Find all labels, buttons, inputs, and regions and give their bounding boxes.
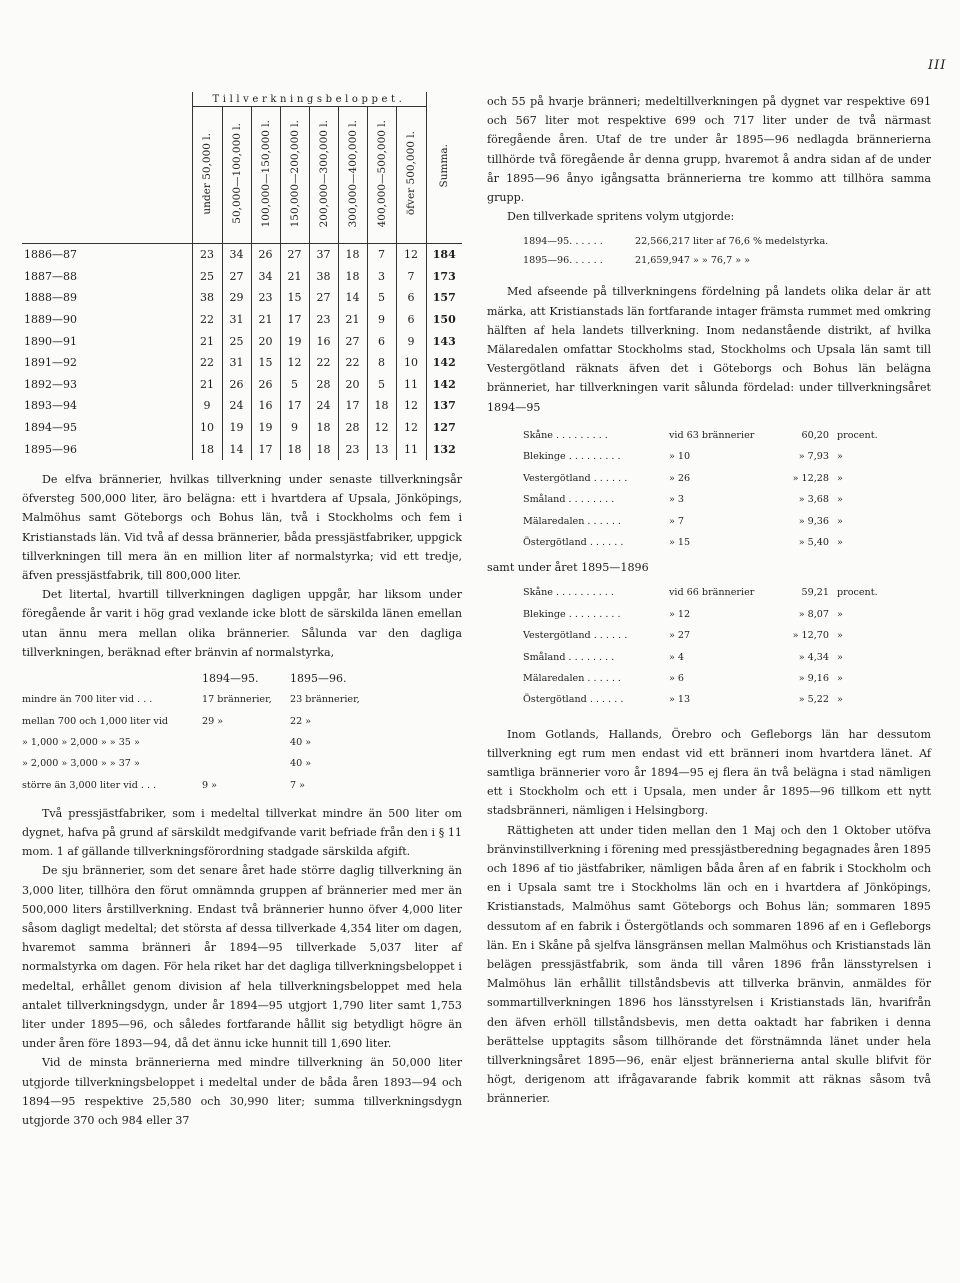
value-cell: 26 (222, 374, 251, 396)
daily-cell: 40 » (290, 758, 312, 770)
district-row (523, 446, 897, 467)
district-cell: » (837, 536, 843, 548)
daily-cell: 23 brännerier, (290, 694, 360, 706)
volume-line (523, 251, 931, 270)
table-row (22, 244, 462, 266)
paragraph: Vid de minsta brännerierna med mindre tillverkning än 50,000 liter utgjorde tillverkningsbeloppet i medeltal under de båda åren 1893—94 och 1894—95 respektive 25,580 och 30,990 liter; summa tillverkningsdygn utgjorde 370 och 984 eller 37 (22, 1056, 462, 1127)
paragraph: Inom Gotlands, Hallands, Örebro och Gefleborgs län har dessutom tillverkning egt rum men endast vid ett bränneri inom hvartdera länet. Af samtliga brännerier voro år 1894—95 ej flera än två belägna i stad nämligen ett i Stockholm och ett i Upsala, men under år 1895—96 tillkom ett nytt stadsbränneri, nämligen i Helsingborg. (487, 727, 931, 818)
sum-cell: 132 (426, 438, 462, 460)
district-row (523, 582, 897, 603)
value-cell: 21 (280, 266, 309, 288)
value-cell: 5 (280, 374, 309, 396)
district-row (523, 604, 897, 625)
district-cell: » (837, 672, 843, 684)
district-cell: » (837, 515, 843, 527)
table-row (22, 438, 462, 460)
district-cell: » 12,70 (792, 630, 829, 642)
district-cell: » 12 (669, 608, 691, 620)
value-cell: 27 (338, 330, 367, 352)
value-cell: 31 (222, 309, 251, 331)
district-cell: » 5,40 (798, 536, 829, 548)
value-cell: 29 (222, 287, 251, 309)
column-header: 300,000—400,000 l. (338, 107, 367, 244)
year-cell: 1891—92 (24, 356, 77, 370)
value-cell: 38 (309, 266, 338, 288)
value-cell: 12 (280, 352, 309, 374)
daily-row (22, 753, 364, 774)
sum-cell: 137 (426, 395, 462, 417)
district-cell: 59,21 (801, 587, 829, 599)
district-cell: Mälaredalen . . . . . . (523, 515, 621, 527)
district-row (523, 646, 897, 667)
group-header: Tillverkningsbeloppet. (192, 92, 426, 107)
table-row (22, 266, 462, 288)
value-cell: 21 (192, 374, 222, 396)
value-cell: 12 (396, 395, 426, 417)
value-cell: 20 (251, 330, 280, 352)
district-cell: » (837, 472, 843, 484)
year-cell: 1894—95 (24, 421, 77, 435)
district-row (523, 668, 897, 689)
value-cell: 23 (192, 244, 222, 266)
value-cell: 19 (251, 417, 280, 439)
district-row (523, 689, 897, 710)
value-cell: 21 (338, 309, 367, 331)
value-cell: 7 (367, 244, 396, 266)
district-cell: » 3,68 (798, 494, 829, 506)
value-cell: 6 (367, 330, 396, 352)
sum-cell: 184 (426, 244, 462, 266)
value-cell: 15 (251, 352, 280, 374)
value-cell: 27 (222, 266, 251, 288)
value-cell: 15 (280, 287, 309, 309)
daily-cell (202, 732, 290, 753)
value-cell: 17 (280, 309, 309, 331)
value-cell: 25 (192, 266, 222, 288)
district-cell: » 9,36 (798, 515, 829, 527)
district-row (523, 425, 897, 446)
year-cell: 1890—91 (24, 334, 77, 348)
district-row (523, 468, 897, 489)
value-cell: 21 (192, 330, 222, 352)
daily-row (22, 774, 364, 795)
value-cell: 9 (280, 417, 309, 439)
value-cell: 22 (338, 352, 367, 374)
district-cell: Skåne . . . . . . . . . (523, 430, 608, 442)
value-cell: 18 (309, 438, 338, 460)
column-header: 150,000—200,000 l. (280, 107, 309, 244)
value-cell: 7 (396, 266, 426, 288)
sum-cell: 173 (426, 266, 462, 288)
value-cell: 19 (280, 330, 309, 352)
district-cell: » (837, 608, 843, 620)
daily-cell: 9 » (202, 779, 218, 791)
district-cell: » (837, 451, 843, 463)
value-cell: 28 (309, 374, 338, 396)
paragraph: Med afseende på tillverkningens fördelning på landets olika delar är att märka, att Kristianstads län fortfarande intager främsta rummet med omkring hälften af hela landets tillverkning. Inom nedanstående distrikt, af hvilka Mälaredalen omfattar Stockholms stad, Stockholms och Upsala län samt till Vestergötland räknats äfven det i Göteborgs och Bohus län belägna bränneriet, har tillverkningen varit sålunda fördelad: under tillverkningsåret 1894—95 (487, 285, 931, 414)
sum-cell: 142 (426, 352, 462, 374)
daily-row (22, 711, 364, 732)
value-cell: 8 (367, 352, 396, 374)
value-cell: 34 (222, 244, 251, 266)
value-cell: 23 (338, 438, 367, 460)
table-row (22, 330, 462, 352)
year-cell: 1895—96 (24, 442, 77, 456)
sum-cell: 142 (426, 374, 462, 396)
paragraph: De sju brännerier, som det senare året hade större daglig tillverkning än 3,000 liter, tillhöra den förut omnämnda gruppen af brännerier med mer än 500,000 liters årstillverkning. Endast två brännerier hunno öfver 4,000 liter såsom dagligt medeltal; det största af dessa tillverkade 4,354 liter om dagen, hvaremot samma bränneri år 1894—95 tillverkade 5,037 liter af normalstyrka om dagen. För hela riket har det dagliga tillverkningsbeloppet i medeltal, erhållet genom division af hela tillverkningsbeloppet med hela antalet tillverkningsdygn, under år 1894—95 utgjort 1,790 liter samt 1,753 liter under 1895—96, och således fortfarande hållit sig betydligt högre än under åren före 1893—94, då det ännu icke hunnit till 1,690 liter. (22, 864, 462, 1051)
value-cell: 5 (367, 374, 396, 396)
value-cell: 9 (396, 330, 426, 352)
year-cell: 1893—94 (24, 399, 77, 413)
value-cell: 23 (251, 287, 280, 309)
paragraph: Den tillverkade spritens volym utgjorde: (507, 210, 735, 224)
daily-table (22, 668, 364, 796)
sum-cell: 143 (426, 330, 462, 352)
column-header: öfver 500,000 l. (396, 107, 426, 244)
district-cell: » (837, 651, 843, 663)
sum-cell: 150 (426, 309, 462, 331)
section-label: samt under året 1895—1896 (487, 561, 649, 575)
daily-cell: mellan 700 och 1,000 liter vid (22, 715, 169, 727)
table-row (22, 417, 462, 439)
year-cell: 1888—89 (24, 291, 77, 305)
daily-cell: 17 brännerier, (202, 694, 272, 706)
district-cell: » (837, 494, 843, 506)
value-cell: 18 (338, 244, 367, 266)
value-cell: 21 (251, 309, 280, 331)
district-cell: Östergötland . . . . . . (523, 694, 624, 706)
value-cell: 9 (192, 395, 222, 417)
district-row (523, 532, 897, 553)
volume-year: 1895—96. . . . . . (523, 255, 603, 267)
value-cell: 16 (309, 330, 338, 352)
value-cell: 11 (396, 374, 426, 396)
value-cell: 10 (396, 352, 426, 374)
paragraph: Det litertal, hvartill tillverkningen dagligen uppgår, har liksom under föregående år varit i hög grad vexlande icke blott de särskilda länen emellan utan ännu mera mellan olika brännerier. Sålunda var den dagliga tillverkningen, beräknad efter bränvin af normalstyrka, (22, 588, 462, 659)
paragraph: Två pressjästfabriker, som i medeltal tillverkat mindre än 500 liter om dygnet, hafva på grund af särskildt medgifvande varit befriade från den i § 11 mom. 1 af gällande tillverkningsförordning stadgade särskilda afgift. (22, 806, 462, 859)
daily-cell: 29 » (202, 715, 224, 727)
value-cell: 12 (367, 417, 396, 439)
year-cell: 1887—88 (24, 269, 77, 283)
value-cell: 17 (338, 395, 367, 417)
value-cell: 13 (367, 438, 396, 460)
district-cell: Östergötland . . . . . . (523, 536, 624, 548)
value-cell: 25 (222, 330, 251, 352)
value-cell: 6 (396, 287, 426, 309)
district-cell: vid 66 brännerier (669, 587, 755, 599)
district-cell: Blekinge . . . . . . . . . (523, 608, 621, 620)
daily-cell: 7 » (290, 779, 306, 791)
district-cell: Vestergötland . . . . . . (523, 630, 628, 642)
value-cell: 27 (309, 287, 338, 309)
distribution-table-1894-95 (523, 425, 897, 553)
column-header: under 50,000 l. (192, 107, 222, 244)
value-cell: 31 (222, 352, 251, 374)
table-row (22, 395, 462, 417)
column-header: 100,000—150,000 l. (251, 107, 280, 244)
value-cell: 38 (192, 287, 222, 309)
daily-cell: större än 3,000 liter vid . . . (22, 779, 157, 791)
column-header: 400,000—500,000 l. (367, 107, 396, 244)
table-row (22, 352, 462, 374)
column-header: 200,000—300,000 l. (309, 107, 338, 244)
district-cell: » 7,93 (798, 451, 829, 463)
value-cell: 22 (192, 352, 222, 374)
table-row (22, 309, 462, 331)
daily-header: 1895—96. (290, 672, 347, 686)
district-cell: 60,20 (801, 430, 829, 442)
volume-value: 22,566,217 liter af 76,6 % medelstyrka. (635, 236, 829, 248)
daily-row (22, 732, 364, 753)
table-row (22, 374, 462, 396)
district-cell: » 13 (669, 694, 691, 706)
value-cell: 22 (309, 352, 338, 374)
district-cell: » 6 (669, 672, 685, 684)
column-header-summa: Summa. (426, 92, 462, 244)
daily-cell (202, 753, 290, 774)
value-cell: 24 (309, 395, 338, 417)
district-cell: Blekinge . . . . . . . . . (523, 451, 621, 463)
volume-line (523, 232, 931, 251)
paragraph: och 55 på hvarje bränneri; medeltillverkningen på dygnet var respektive 691 och 567 liter mot respektive 699 och 717 liter under de två närmast föregående åren. Utaf de tre under år 1895—96 nedlagda brännerierna tillhörde två föregående år denna grupp, hvaremot å andra sidan af de under år 1895—96 ånyo igångsatta brännerierna tre kommo att tillhöra samma grupp. (487, 95, 931, 205)
district-cell: » 26 (669, 472, 691, 484)
daily-cell: » 2,000 » 3,000 » » 37 » (22, 758, 140, 770)
district-cell: » 12,28 (792, 472, 829, 484)
value-cell: 34 (251, 266, 280, 288)
value-cell: 11 (396, 438, 426, 460)
value-cell: 26 (251, 374, 280, 396)
value-cell: 20 (338, 374, 367, 396)
district-cell: » 4,34 (798, 651, 829, 663)
daily-cell: mindre än 700 liter vid . . . (22, 694, 153, 706)
value-cell: 18 (367, 395, 396, 417)
district-cell: » 4 (669, 651, 685, 663)
district-cell: procent. (837, 587, 878, 599)
value-cell: 27 (280, 244, 309, 266)
year-header-cell (22, 92, 192, 244)
left-column (22, 92, 462, 1130)
distribution-table-1895-96 (523, 582, 897, 710)
right-column (487, 92, 931, 1109)
district-cell: Skåne . . . . . . . . . . (523, 587, 614, 599)
district-cell: » 3 (669, 494, 685, 506)
district-cell: » 8,07 (798, 608, 829, 620)
table-row (22, 287, 462, 309)
district-row (523, 510, 897, 531)
value-cell: 37 (309, 244, 338, 266)
value-cell: 17 (280, 395, 309, 417)
daily-cell: 22 » (290, 715, 312, 727)
value-cell: 6 (396, 309, 426, 331)
value-cell: 28 (338, 417, 367, 439)
page-number: III (928, 58, 947, 73)
value-cell: 17 (251, 438, 280, 460)
volume-year: 1894—95. . . . . . (523, 236, 603, 248)
production-table-body (22, 244, 462, 460)
district-cell: » 27 (669, 630, 691, 642)
district-row (523, 625, 897, 646)
district-cell: » 10 (669, 451, 691, 463)
value-cell: 24 (222, 395, 251, 417)
district-cell: » (837, 630, 843, 642)
value-cell: 26 (251, 244, 280, 266)
column-header: 50,000—100,000 l. (222, 107, 251, 244)
paragraph: Rättigheten att under tiden mellan den 1 Maj och den 1 Oktober utöfva bränvinstillverkning i förening med pressjästberedning begagnades åren 1895 och 1896 af tio jästfabriker, nämligen båda åren af en fabrik i Stockholm och en i Upsala samt tre i Stockholms län och en i hvartdera af Jönköpings, Kristianstads, Malmöhus samt Göteborgs och Bohus län; sommaren 1895 dessutom af en fabrik i Östergötlands och sommaren 1896 af en i Gefleborgs län. En i Skåne på sjelfva länsgränsen mellan Malmöhus och Kristianstads län belägen pressjästfabrik, som ända till våren 1896 från länsstyrelsen i Malmöhus län erhållit tillståndsbevis att tillverka bränvin, anmäldes för sommartillverkningen 1896 hos länsstyrelsen i Kristianstads län, hvarifrån den äfven erhöll tillståndsbevis, men detta oaktadt har fabriken i denna berättelse upptagits såsom tillhörande det förstnämnda länet under hela tillverkningsåret 1895—96, enär eljest brännerierna antal skulle blifvit för högt, derigenom att ifrågavarande fabrik kommit att räknas såsom två brännerier. (487, 823, 931, 1106)
district-cell: » 5,22 (798, 694, 829, 706)
sum-cell: 157 (426, 287, 462, 309)
district-cell: Småland . . . . . . . . (523, 651, 615, 663)
paragraph: De elfva brännerier, hvilkas tillverkning under senaste tillverkningsår öfversteg 500,000 liter, äro belägna: ett i hvartdera af Upsala, Jönköpings, Malmöhus samt Göteborgs och Bohus län, två i Stockholms och fem i Kristianstads län. Vid två af dessa brännerier, båda pressjästfabriker, uppgick tillverkningen till mera än en million liter af normalstyrka; vid ett tredje, äfven pressjästfabrik, till 800,000 liter. (22, 472, 462, 582)
year-cell: 1886—87 (24, 248, 77, 262)
value-cell: 18 (280, 438, 309, 460)
sum-cell: 127 (426, 417, 462, 439)
value-cell: 22 (192, 309, 222, 331)
value-cell: 18 (192, 438, 222, 460)
district-cell: Mälaredalen . . . . . . (523, 672, 621, 684)
value-cell: 5 (367, 287, 396, 309)
value-cell: 14 (222, 438, 251, 460)
district-cell: Vestergötland . . . . . . (523, 472, 628, 484)
daily-cell: » 1,000 » 2,000 » » 35 » (22, 737, 140, 748)
value-cell: 19 (222, 417, 251, 439)
value-cell: 23 (309, 309, 338, 331)
value-cell: 12 (396, 244, 426, 266)
value-cell: 9 (367, 309, 396, 331)
district-row (523, 489, 897, 510)
district-cell: procent. (837, 430, 878, 442)
district-cell: Småland . . . . . . . . (523, 494, 615, 506)
district-cell: vid 63 brännerier (669, 430, 755, 442)
district-cell: » 9,16 (798, 672, 829, 684)
year-cell: 1889—90 (24, 313, 77, 327)
production-table (22, 92, 462, 460)
volume-list (523, 232, 931, 270)
value-cell: 18 (309, 417, 338, 439)
daily-header: 1894—95. (202, 672, 259, 686)
volume-value: 21,659,947 » » 76,7 » » (635, 255, 751, 267)
value-cell: 10 (192, 417, 222, 439)
district-cell: » 15 (669, 536, 691, 548)
district-cell: » 7 (669, 515, 685, 527)
value-cell: 14 (338, 287, 367, 309)
value-cell: 18 (338, 266, 367, 288)
daily-row (22, 689, 364, 710)
daily-cell: 40 » (290, 737, 312, 748)
value-cell: 16 (251, 395, 280, 417)
district-cell: » (837, 694, 843, 706)
value-cell: 12 (396, 417, 426, 439)
value-cell: 3 (367, 266, 396, 288)
year-cell: 1892—93 (24, 377, 77, 391)
